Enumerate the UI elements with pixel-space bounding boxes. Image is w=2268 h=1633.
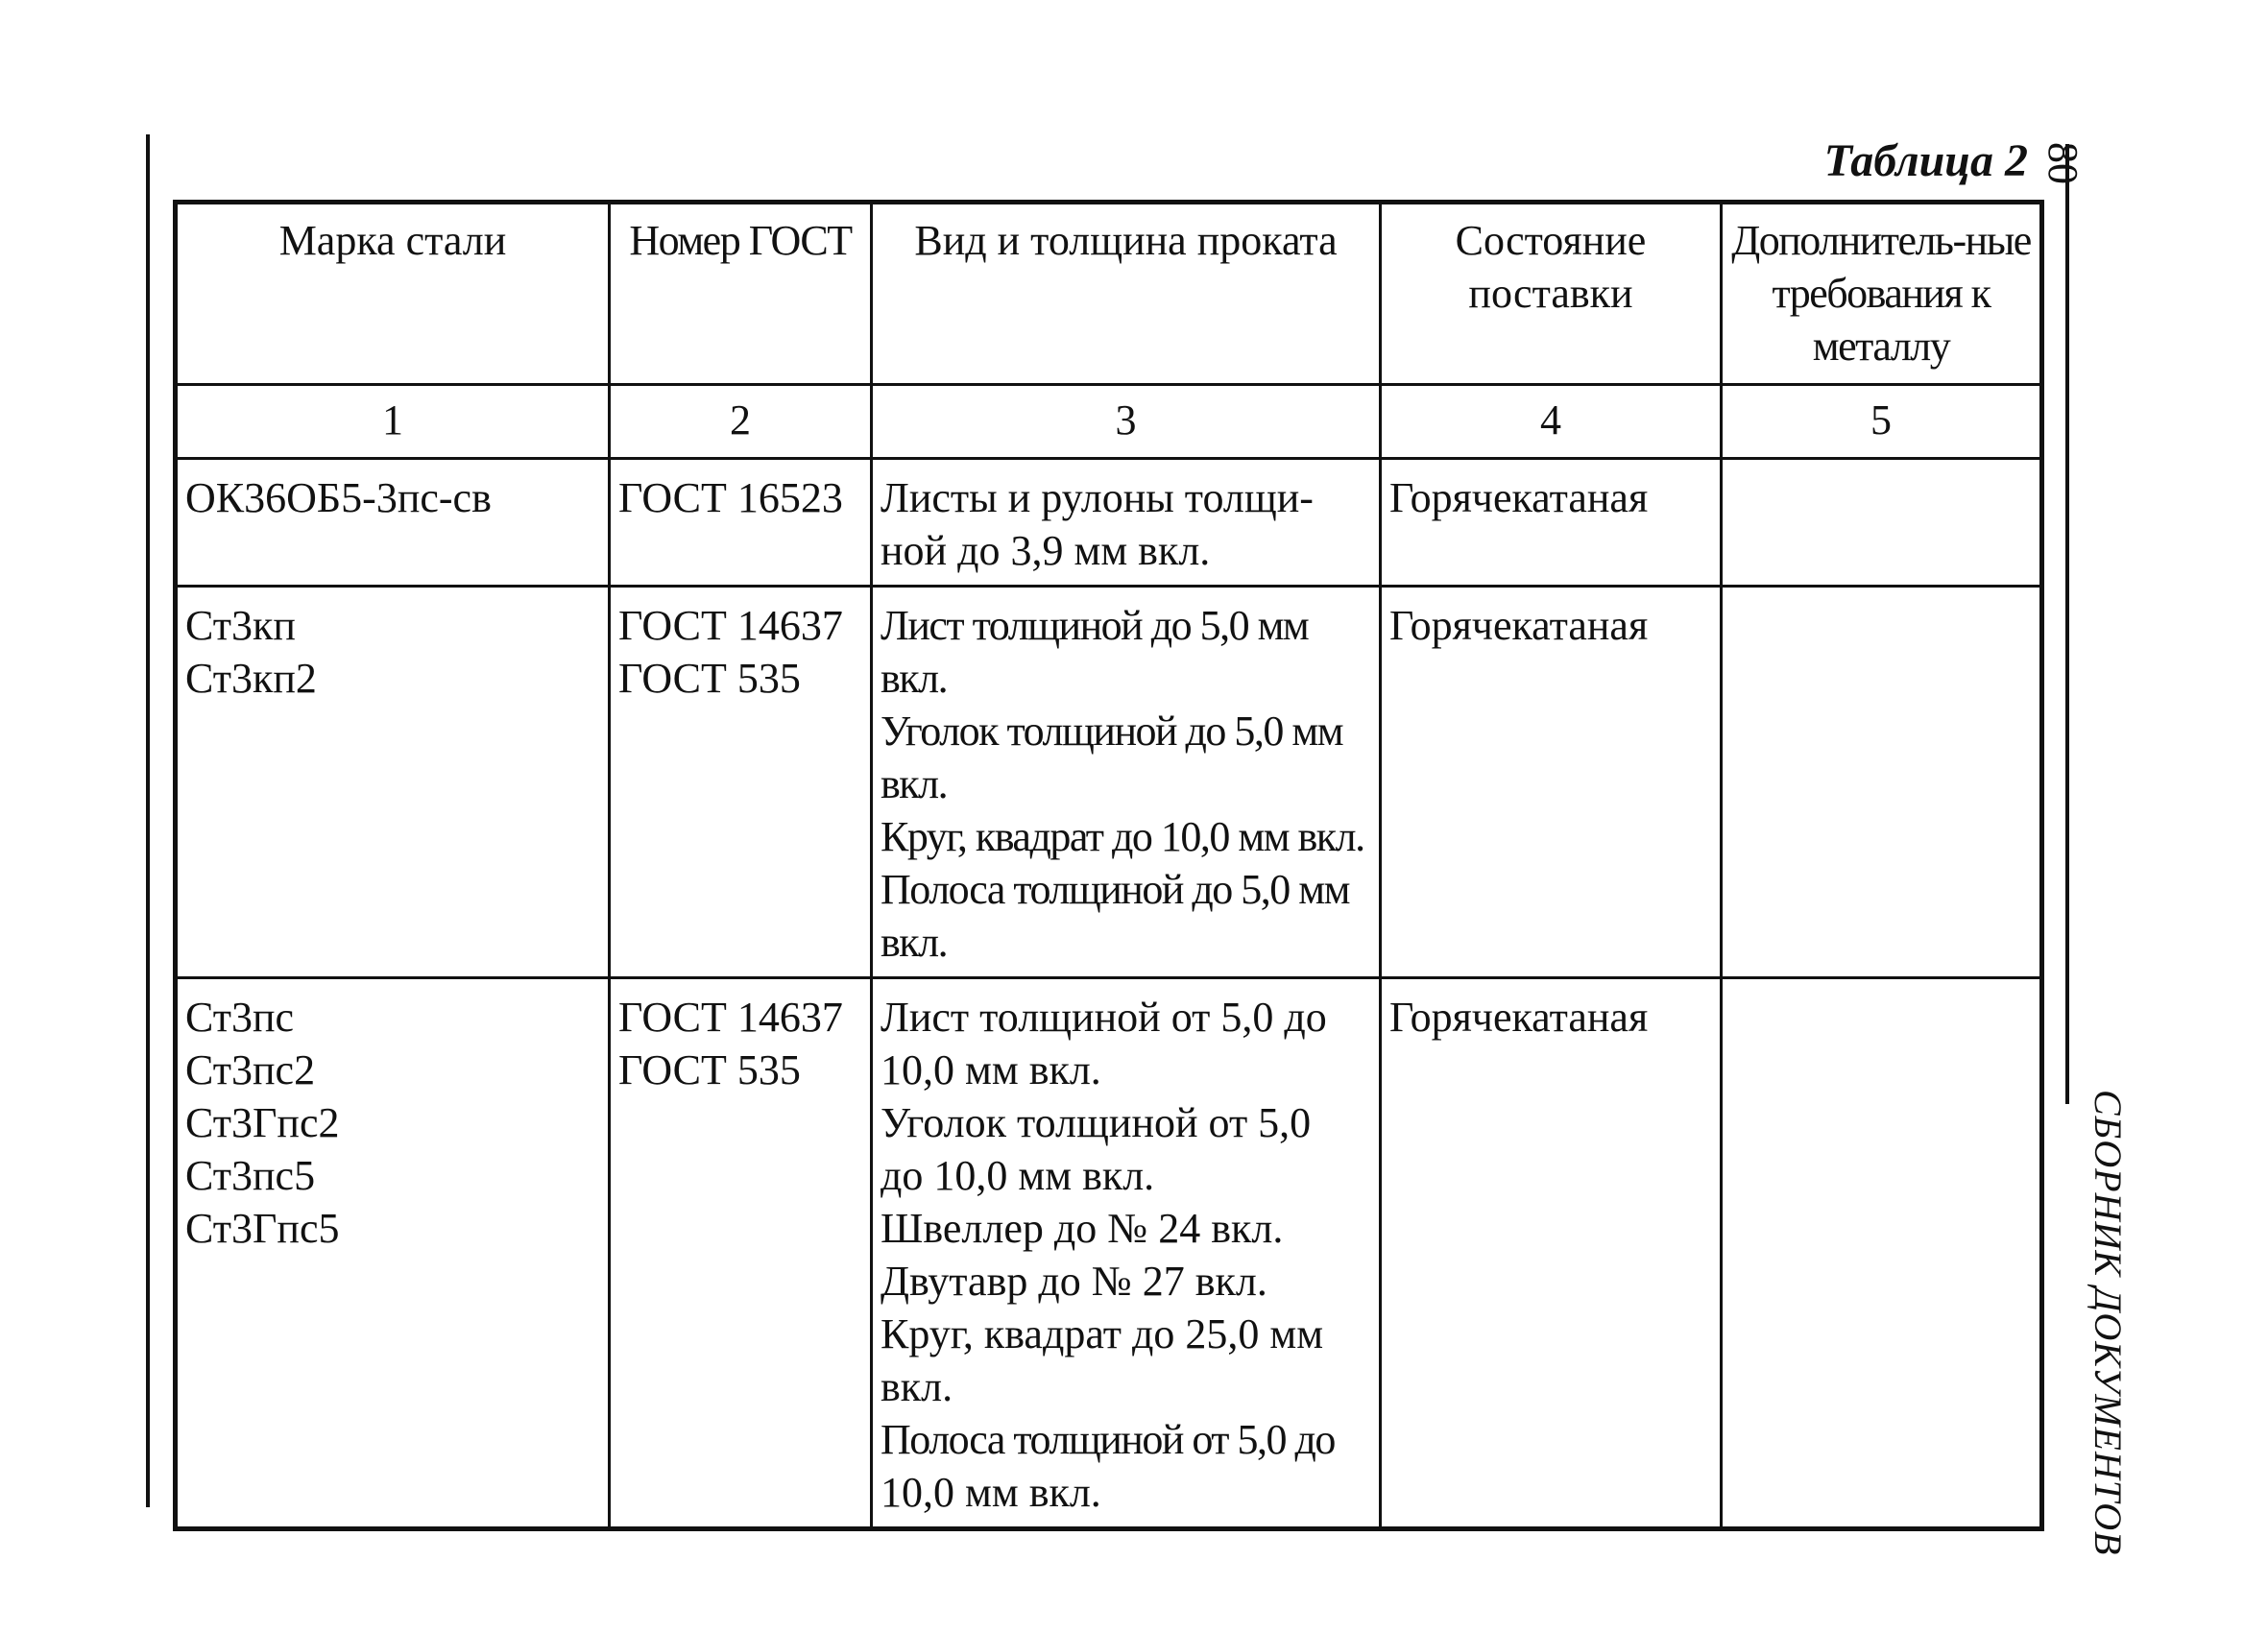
- column-header-condition: Состояние поставки: [1381, 203, 1722, 385]
- right-margin-rule: [2065, 144, 2069, 1104]
- product-line: вкл.: [881, 655, 948, 702]
- delivery-condition: Горячекатаная: [1389, 474, 1649, 521]
- product-line: Уголок толщиной до 5,0 мм: [881, 708, 1343, 755]
- gost-cell: [610, 978, 872, 1529]
- condition-cell: [1381, 587, 1722, 978]
- steel-grade: Ст3кп: [185, 602, 296, 649]
- extra-requirements-cell: [1722, 459, 2042, 587]
- column-header-gost: Номер ГОСТ: [610, 203, 872, 385]
- steel-grade: Ст3пс5: [185, 1152, 316, 1199]
- steel-table: [173, 200, 2044, 1531]
- gost-number: ГОСТ 14637: [618, 602, 843, 649]
- side-caption: СБОРНИК ДОКУМЕНТОВ: [2087, 1090, 2130, 1556]
- steel-grade: Ст3пс: [185, 994, 295, 1041]
- left-margin-rule: [146, 134, 150, 1507]
- steel-grade: Ст3Гпс5: [185, 1205, 340, 1252]
- column-number-row: [176, 385, 2042, 459]
- column-number: 3: [872, 385, 1381, 459]
- product-line: Двутавр до № 27 вкл.: [881, 1258, 1267, 1305]
- gost-number: ГОСТ 16523: [618, 474, 843, 521]
- column-number: 4: [1381, 385, 1722, 459]
- table-label: Таблица 2: [1823, 135, 2028, 186]
- product-line: вкл.: [881, 919, 948, 966]
- table-row: [176, 459, 2042, 587]
- gost-number: ГОСТ 14637: [618, 994, 843, 1041]
- delivery-condition: Горячекатаная: [1389, 994, 1649, 1041]
- steel-grade: Ст3Гпс2: [185, 1099, 340, 1146]
- extra-requirements-cell: [1722, 587, 2042, 978]
- product-line: вкл.: [881, 760, 948, 807]
- steel-grade: Ст3пс2: [185, 1046, 316, 1093]
- delivery-condition: Горячекатаная: [1389, 602, 1649, 649]
- product-line: до 10,0 мм вкл.: [881, 1152, 1155, 1199]
- column-header-steel-grade: Марка стали: [176, 203, 610, 385]
- product-line: Полоса толщиной от 5,0 до: [881, 1416, 1335, 1463]
- product-line: Уголок толщиной от 5,0: [881, 1099, 1312, 1146]
- gost-cell: [610, 459, 872, 587]
- column-header-extra: Дополнитель-ные требования к металлу: [1722, 203, 2042, 385]
- page-number: 80: [2039, 142, 2087, 184]
- header-row: [176, 203, 2042, 385]
- product-cell: [872, 978, 1381, 1529]
- column-number: 5: [1722, 385, 2042, 459]
- product-line: вкл.: [881, 1363, 953, 1410]
- condition-cell: [1381, 978, 1722, 1529]
- gost-number: ГОСТ 535: [618, 1046, 801, 1093]
- product-line: Круг, квадрат до 25,0 мм: [881, 1310, 1324, 1357]
- steel-grade-cell: [176, 978, 610, 1529]
- product-cell: [872, 459, 1381, 587]
- product-line: Швеллер до № 24 вкл.: [881, 1205, 1284, 1252]
- steel-grade: Ст3кп2: [185, 655, 317, 702]
- column-number: 2: [610, 385, 872, 459]
- gost-number: ГОСТ 535: [618, 655, 801, 702]
- product-line: ной до 3,9 мм вкл.: [881, 527, 1211, 574]
- table-row: [176, 587, 2042, 978]
- product-line: Круг, квадрат до 10,0 мм вкл.: [881, 813, 1364, 860]
- column-header-product: Вид и толщина проката: [872, 203, 1381, 385]
- product-line: Лист толщиной до 5,0 мм: [881, 602, 1309, 649]
- column-number: 1: [176, 385, 610, 459]
- product-line: 10,0 мм вкл.: [881, 1046, 1101, 1093]
- steel-grade-cell: [176, 459, 610, 587]
- gost-cell: [610, 587, 872, 978]
- condition-cell: [1381, 459, 1722, 587]
- product-line: Лист толщиной от 5,0 до: [881, 994, 1327, 1041]
- extra-requirements-cell: [1722, 978, 2042, 1529]
- product-line: 10,0 мм вкл.: [881, 1469, 1101, 1516]
- product-line: Листы и рулоны толщи-: [881, 474, 1314, 521]
- product-cell: [872, 587, 1381, 978]
- table-row: [176, 978, 2042, 1529]
- steel-grade: ОК36ОБ5-3пс-св: [185, 474, 492, 521]
- product-line: Полоса толщиной до 5,0 мм: [881, 866, 1349, 913]
- steel-grade-cell: [176, 587, 610, 978]
